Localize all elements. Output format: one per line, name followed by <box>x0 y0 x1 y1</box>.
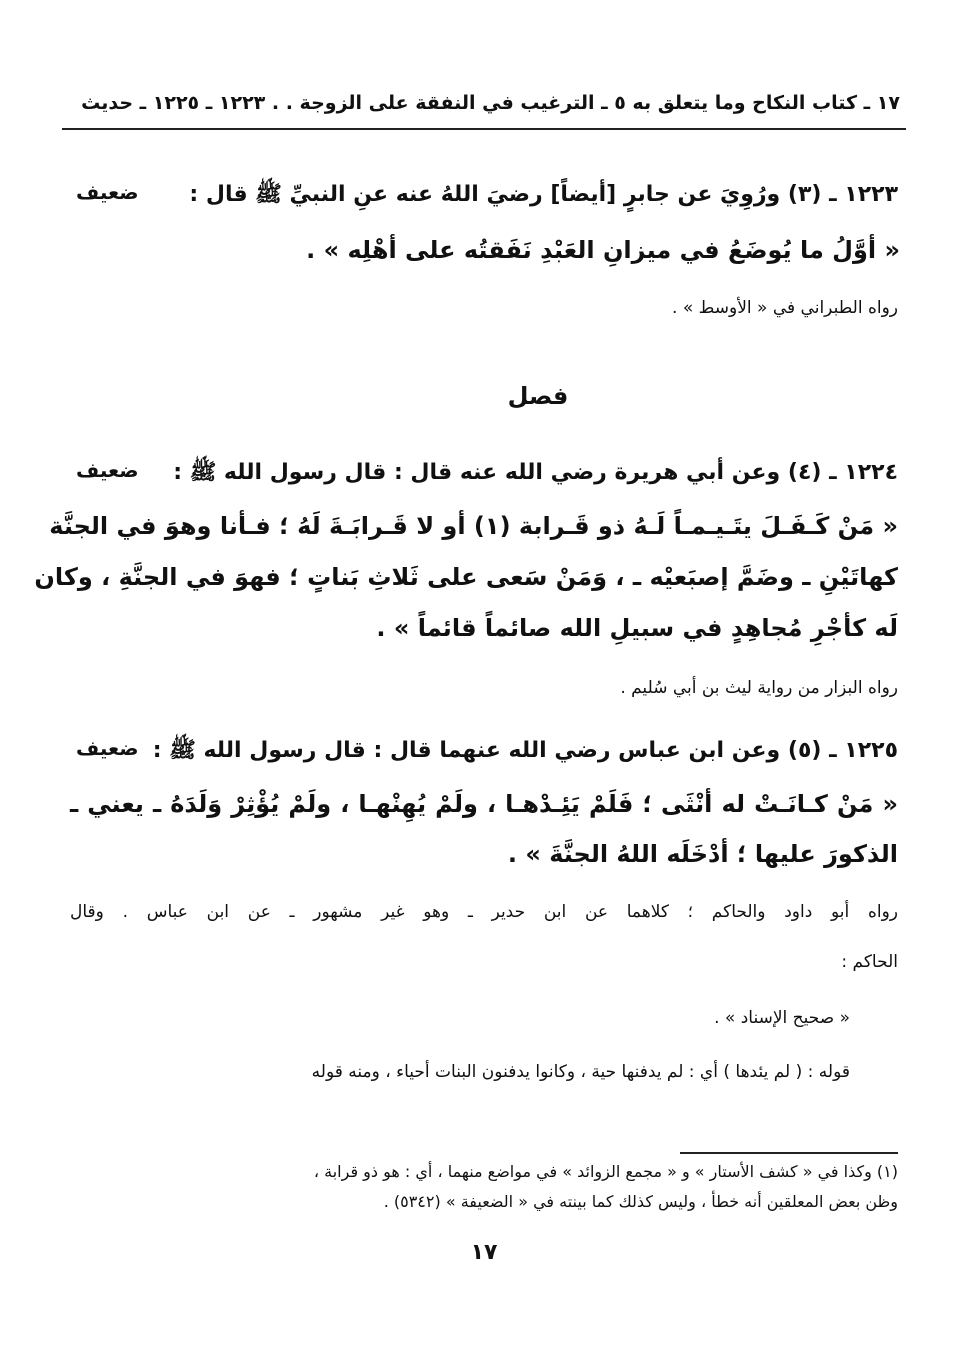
running-header: ١٧ ـ كتاب النكاح وما يتعلق به ٥ ـ الترغيب في النفقة على الزوجة . . ١٢٢٣ ـ ١٢٢٥ ـ حديث <box>81 92 900 114</box>
hadith-1225-intro: ١٢٢٥ ـ (٥) وعن ابن عباس رضي الله عنهما قال : قال رسول الله ﷺ : <box>152 738 898 763</box>
hadith-1223-intro: ١٢٢٣ ـ (٣) ورُوِيَ عن جابرٍ [أيضاً] رضيَ اللهُ عنه عنِ النبيِّ ﷺ قال : <box>189 182 898 207</box>
hadith-1224-matn-line-3: لَه كأجْرِ مُجاهِدٍ في سبيلِ الله صائماً قائماً » . <box>376 614 898 642</box>
hadith-1225-comment: قوله : ( لم يئدها ) أي : لم يدفنها حية ، وكانوا يدفنون البنات أحياء ، ومنه قوله <box>311 1062 850 1082</box>
footnote-line-1: (١) وكذا في « كشف الأستار » و « مجمع الزوائد » في مواضع منهما ، أي : هو ذو قرابة ، <box>313 1162 898 1181</box>
footnote-line-2: وظن بعض المعلقين أنه خطأ ، وليس كذلك كما بينته في « الضعيفة » (٥٣٤٢) . <box>383 1192 898 1211</box>
grade-label-1225: ضعيف <box>76 736 139 760</box>
header-divider <box>62 128 906 130</box>
hadith-1225-matn-line-1: « مَنْ كـانَـتْ له أنْثَى ؛ فَلَمْ يَئِـدْهـا ، ولَمْ يُهِنْهـا ، ولَمْ يُؤْثِرْ وَلَدَهُ ـ يعني ـ <box>70 790 898 818</box>
section-title: فصل <box>507 382 569 410</box>
hadith-1223-source: رواه الطبراني في « الأوسط » . <box>672 298 898 318</box>
page-number: ١٧ <box>470 1240 498 1265</box>
hadith-1225-authentication: « صحيح الإسناد » . <box>714 1008 850 1028</box>
hadith-1225-source-line-1: رواه أبو داود والحاكم ؛ كلاهما عن ابن حدير ـ وهو غير مشهور ـ عن ابن عباس . وقال <box>70 902 898 922</box>
grade-label-1224: ضعيف <box>76 458 139 482</box>
grade-label-1223: ضعيف <box>76 180 139 204</box>
hadith-1225-matn-line-2: الذكورَ عليها ؛ أدْخَلَه اللهُ الجنَّةَ » . <box>507 840 898 868</box>
hadith-1224-source: رواه البزار من رواية ليث بن أبي سُليم . <box>620 678 898 698</box>
hadith-1223-matn: « أوَّلُ ما يُوضَعُ في ميزانِ العَبْدِ نَفَقتُه على أهْلِه » . <box>306 236 900 264</box>
footnote-divider <box>680 1152 898 1154</box>
hadith-1224-intro: ١٢٢٤ ـ (٤) وعن أبي هريرة رضي الله عنه قال : قال رسول الله ﷺ : <box>173 460 898 485</box>
hadith-1224-matn-line-2: كهاتَيْنِ ـ وضَمَّ إصبَعيْه ـ ، وَمَنْ سَعى على ثَلاثِ بَناتٍ ؛ فهوَ في الجنَّةِ ، وكان <box>34 563 898 591</box>
hadith-1224-matn-line-1: « مَنْ كَـفَـلَ يتَـيـمـاً لَـهُ ذو قَـرابة (١) أو لا قَـرابَـةَ لَهُ ؛ فـأنا وهوَ في الجنَّة <box>49 512 898 540</box>
hadith-1225-source-line-2: الحاكم : <box>841 952 898 972</box>
